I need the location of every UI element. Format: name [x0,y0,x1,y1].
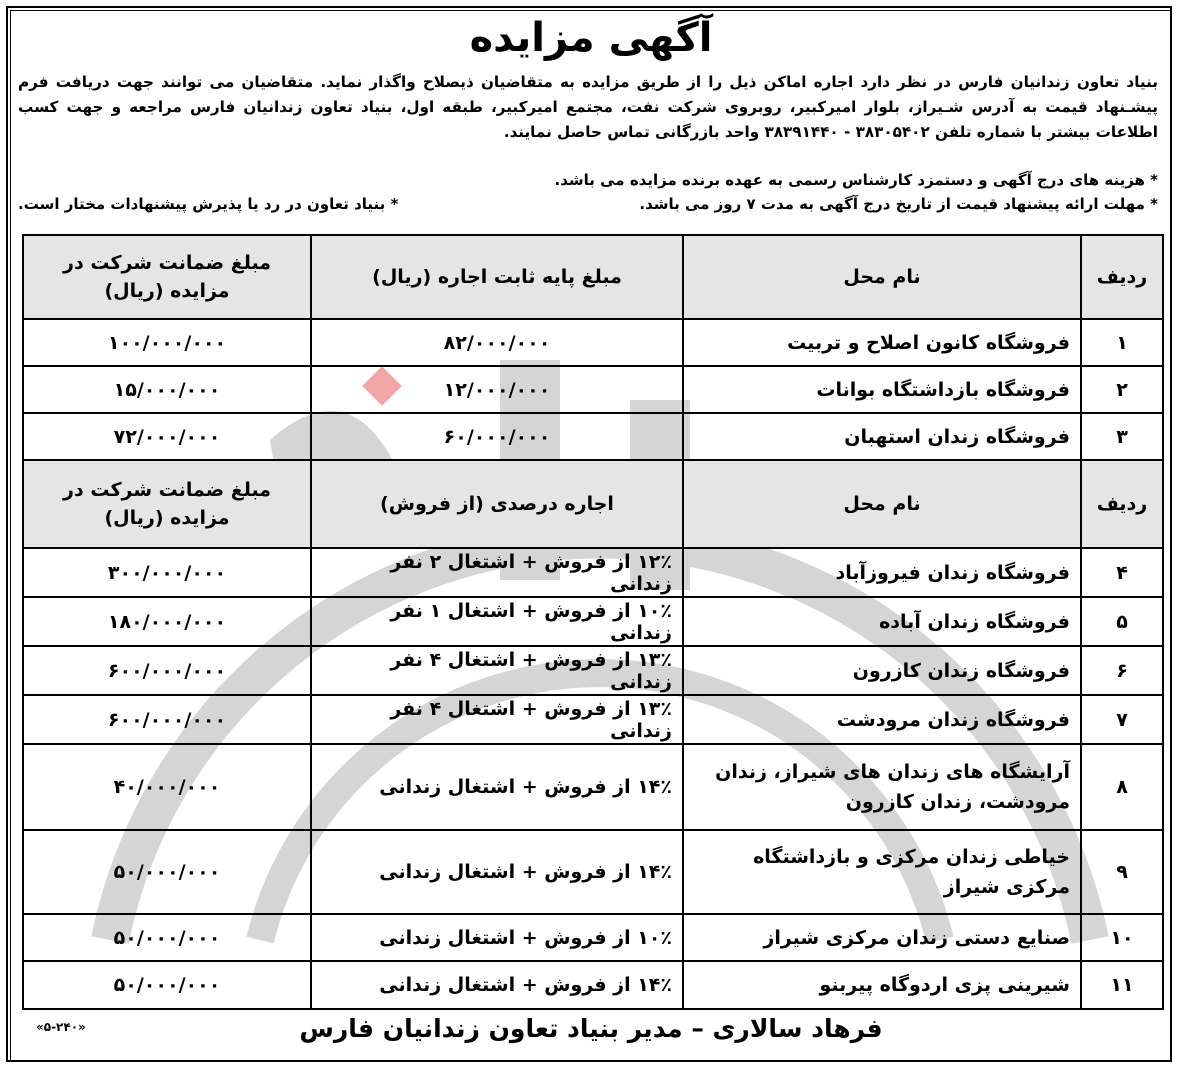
auction-table [22,234,1164,1010]
percent-rent: ۱۲٪ از فروش + اشتغال ۲ نفر زندانی [311,548,683,597]
header-guarantee: مبلغ ضمانت شرکت در مزایده (ریال) [23,235,311,319]
table-row [23,695,1163,744]
table1-header-row [23,235,1163,319]
row-number: ۹ [1081,830,1163,914]
table-row [23,914,1163,961]
base-rent: ۱۲/۰۰۰/۰۰۰ [311,366,683,413]
header-base-rent: مبلغ پایه ثابت اجاره (ریال) [311,235,683,319]
guarantee-amount: ۵۰/۰۰۰/۰۰۰ [23,914,311,961]
table-row [23,961,1163,1009]
header-row-number: ردیف [1081,235,1163,319]
base-rent: ۶۰/۰۰۰/۰۰۰ [311,413,683,460]
location-name: فروشگاه زندان مرودشت [683,695,1081,744]
row-number: ۷ [1081,695,1163,744]
percent-rent: ۱۴٪ از فروش + اشتغال زندانی [311,744,683,830]
row-number: ۶ [1081,646,1163,695]
note-costs: * هزینه های درج آگهی و دستمزد کارشناس رسمی به عهده برنده مزایده می باشد. [554,171,1158,189]
note-deadline: * مهلت ارائه پیشنهاد قیمت از تاریخ درج آگهی به مدت ۷ روز می باشد. [639,195,1158,213]
location-name: فروشگاه بازداشتگاه بوانات [683,366,1081,413]
intro-paragraph: بنیاد تعاون زندانیان فارس در نظر دارد اجاره اماکن ذیل را از طریق مزایده به متقاضیان ذیصلاح واگذار نماید. متقاضیان می توانند جهت دریافت فرم پیشـنهاد قیمت به آدرس شـیراز، بلوار امیرکبیر، روبروی شرکت نفت، مجتمع امیرکبیر، طبقه اول، بنیاد تعاون زندانیان فارس مراجعه و جهت کسب اطلاعات بیشتر با شماره تلفن ۳۸۳۰۵۴۰۲ - ۳۸۳۹۱۴۴۰ واحد بازرگانی تماس حاصل نمایند. [18,73,1158,141]
location-name: آرایشگاه های زندان های شیراز، زندان مرودشت، زندان کازرون [683,744,1081,830]
notes-block [18,168,1158,216]
percent-rent: ۱۳٪ از فروش + اشتغال ۴ نفر زندانی [311,695,683,744]
row-number: ۱۱ [1081,961,1163,1009]
location-name: فروشگاه زندان آباده [683,597,1081,646]
table-row [23,366,1163,413]
signature-line: فرهاد سالاری – مدیر بنیاد تعاون زندانیان فارس [299,1014,883,1043]
note-rights: * بنیاد تعاون در رد یا پذیرش پیشنهادات مختار است. [18,195,399,213]
percent-rent: ۱۴٪ از فروش + اشتغال زندانی [311,961,683,1009]
table2-header-row [23,460,1163,548]
ad-code: «۵-۲۴۰» [36,1020,86,1034]
percent-rent: ۱۰٪ از فروش + اشتغال زندانی [311,914,683,961]
row-number: ۲ [1081,366,1163,413]
base-rent: ۸۲/۰۰۰/۰۰۰ [311,319,683,366]
guarantee-amount: ۱۰۰/۰۰۰/۰۰۰ [23,319,311,366]
percent-rent: ۱۰٪ از فروش + اشتغال ۱ نفر زندانی [311,597,683,646]
guarantee-amount: ۶۰۰/۰۰۰/۰۰۰ [23,695,311,744]
location-name: شیرینی پزی اردوگاه پیربنو [683,961,1081,1009]
location-name: فروشگاه زندان استهبان [683,413,1081,460]
location-name: صنایع دستی زندان مرکزی شیراز [683,914,1081,961]
guarantee-amount: ۴۰/۰۰۰/۰۰۰ [23,744,311,830]
header-row-number: ردیف [1081,460,1163,548]
guarantee-amount: ۱۵/۰۰۰/۰۰۰ [23,366,311,413]
percent-rent: ۱۳٪ از فروش + اشتغال ۴ نفر زندانی [311,646,683,695]
table-row [23,319,1163,366]
table-row [23,597,1163,646]
row-number: ۱ [1081,319,1163,366]
guarantee-amount: ۷۲/۰۰۰/۰۰۰ [23,413,311,460]
location-name: خیاطی زندان مرکزی و بازداشتگاه مرکزی شیراز [683,830,1081,914]
location-name: فروشگاه زندان فیروزآباد [683,548,1081,597]
table-row [23,646,1163,695]
row-number: ۵ [1081,597,1163,646]
guarantee-amount: ۶۰۰/۰۰۰/۰۰۰ [23,646,311,695]
header-percent-rent: اجاره درصدی (از فروش) [311,460,683,548]
table-row [23,830,1163,914]
guarantee-amount: ۵۰/۰۰۰/۰۰۰ [23,961,311,1009]
percent-rent: ۱۴٪ از فروش + اشتغال زندانی [311,830,683,914]
guarantee-amount: ۵۰/۰۰۰/۰۰۰ [23,830,311,914]
row-number: ۱۰ [1081,914,1163,961]
row-number: ۴ [1081,548,1163,597]
table-row [23,744,1163,830]
table-row [23,548,1163,597]
header-guarantee: مبلغ ضمانت شرکت در مزایده (ریال) [23,460,311,548]
header-location: نام محل [683,460,1081,548]
table-row [23,413,1163,460]
header-location: نام محل [683,235,1081,319]
location-name: فروشگاه زندان کازرون [683,646,1081,695]
guarantee-amount: ۳۰۰/۰۰۰/۰۰۰ [23,548,311,597]
row-number: ۸ [1081,744,1163,830]
row-number: ۳ [1081,413,1163,460]
ad-title: آگهی مزایده [469,15,713,61]
location-name: فروشگاه کانون اصلاح و تربیت [683,319,1081,366]
note-row [18,192,1158,216]
guarantee-amount: ۱۸۰/۰۰۰/۰۰۰ [23,597,311,646]
